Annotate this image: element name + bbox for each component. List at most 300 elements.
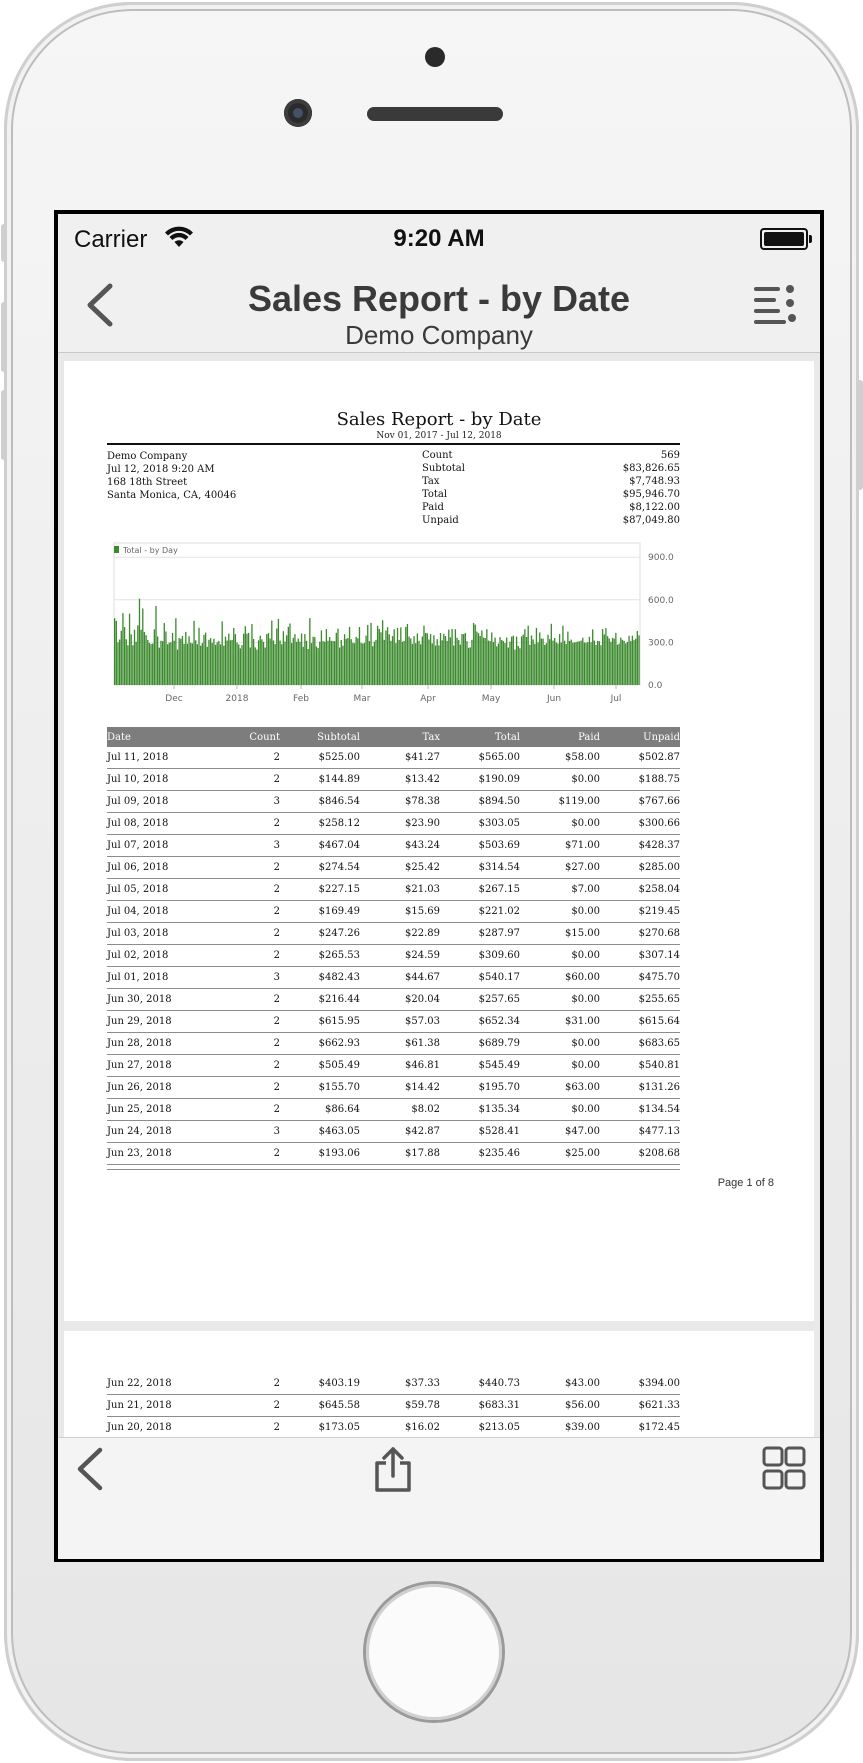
chart-bar	[615, 633, 616, 685]
cell-tax: $22.89	[405, 928, 440, 939]
chart-bar	[374, 642, 375, 685]
cell-subtotal: $193.06	[318, 1148, 360, 1159]
chart-bar	[311, 643, 312, 685]
chart-bar	[251, 624, 252, 685]
chart-bar	[306, 641, 307, 685]
cell-subtotal: $173.05	[318, 1422, 360, 1433]
chart-bar	[584, 643, 585, 685]
chart-bar	[291, 643, 292, 685]
cell-date: Jun 21, 2018	[107, 1400, 172, 1411]
cell-unpaid: $208.68	[638, 1148, 680, 1159]
chart-bar	[175, 618, 176, 685]
cell-subtotal: $265.53	[318, 950, 360, 961]
list-menu-icon[interactable]	[752, 282, 798, 328]
cell-subtotal: $846.54	[318, 796, 360, 807]
table-row	[107, 923, 680, 945]
cell-count: 2	[273, 950, 280, 961]
chart-bar	[531, 635, 532, 685]
header-date: Date	[107, 731, 131, 743]
cell-tax: $24.59	[405, 950, 440, 961]
cell-unpaid: $285.00	[638, 862, 680, 873]
chart-bar	[529, 645, 530, 685]
home-button[interactable]	[366, 1584, 502, 1720]
chart-bar	[223, 646, 224, 685]
chart-bar	[623, 641, 624, 685]
chart-bar	[362, 644, 363, 685]
chart-bar	[534, 644, 535, 685]
earpiece-speaker	[367, 107, 503, 121]
chart-bar	[359, 627, 360, 685]
cell-unpaid: $307.14	[638, 950, 680, 961]
chart-bar	[501, 640, 502, 685]
cell-total: $503.69	[478, 840, 520, 851]
chart-bar	[327, 641, 328, 685]
cell-subtotal: $169.49	[318, 906, 360, 917]
table-row	[107, 1373, 680, 1395]
cell-tax: $17.88	[405, 1148, 440, 1159]
cell-unpaid: $767.66	[638, 796, 680, 807]
cell-subtotal: $403.19	[318, 1378, 360, 1389]
carrier-label: Carrier	[74, 226, 148, 253]
cell-paid: $0.00	[571, 1060, 600, 1071]
cell-subtotal: $505.49	[318, 1060, 360, 1071]
cell-subtotal: $86.64	[325, 1104, 360, 1115]
chart-bar	[324, 642, 325, 685]
cell-subtotal: $463.05	[318, 1126, 360, 1137]
x-tick-label: 2018	[225, 694, 249, 704]
cell-paid: $27.00	[565, 862, 600, 873]
chart-bar	[246, 634, 247, 685]
chart-bar	[630, 641, 631, 685]
chart-bar	[561, 643, 562, 685]
chart-bar	[331, 641, 332, 685]
mute-switch	[1, 224, 7, 262]
chart-bar	[150, 644, 151, 685]
cell-date: Jun 25, 2018	[107, 1104, 172, 1115]
cell-unpaid: $188.75	[638, 774, 680, 785]
cell-tax: $15.69	[405, 906, 440, 917]
chart-bar	[218, 641, 219, 685]
chart-bar	[458, 640, 459, 685]
summary-label: Subtotal	[422, 463, 465, 474]
chart-bar	[420, 644, 421, 685]
cell-total: $267.15	[478, 884, 520, 895]
cell-total: $257.65	[478, 994, 520, 1005]
chart-bar	[139, 599, 140, 685]
chart-bar	[126, 639, 127, 685]
chart-bar	[442, 640, 443, 685]
table-header	[107, 727, 680, 747]
footer-rule	[107, 1169, 680, 1170]
cell-unpaid: $134.54	[638, 1104, 680, 1115]
chart-bar	[268, 633, 269, 685]
chart-bar	[541, 639, 542, 685]
cell-paid: $39.00	[565, 1422, 600, 1433]
x-tick-label: Feb	[293, 694, 309, 704]
chart-bar	[144, 632, 145, 685]
cell-subtotal: $216.44	[318, 994, 360, 1005]
chart-bar	[314, 637, 315, 685]
chart-bar	[575, 642, 576, 685]
table-row	[107, 835, 680, 857]
chart-bar	[243, 634, 244, 685]
chart-bar	[397, 628, 398, 685]
chart-bar	[542, 639, 543, 685]
chart-bar	[518, 646, 519, 685]
chart-bar	[296, 642, 297, 685]
cell-total: $235.46	[478, 1148, 520, 1159]
report-viewer[interactable]	[58, 353, 820, 1437]
chart-bar	[519, 648, 520, 685]
chart-bar	[127, 645, 128, 685]
chart-bar	[604, 634, 605, 685]
status-time: 9:20 AM	[393, 225, 485, 252]
chart-bar	[440, 633, 441, 685]
chart-bar	[202, 643, 203, 685]
chart-bar	[511, 637, 512, 685]
chart-bar	[304, 634, 305, 685]
chart-bar	[605, 628, 606, 685]
cell-date: Jun 27, 2018	[107, 1060, 172, 1071]
cell-unpaid: $502.87	[638, 752, 680, 763]
y-tick-label: 0.0	[648, 681, 663, 691]
summary-value: $7,748.93	[629, 476, 680, 487]
chart-bar	[488, 641, 489, 685]
table-row	[107, 879, 680, 901]
chart-bar	[203, 635, 204, 685]
chart-bar	[134, 630, 135, 685]
header-tax: Tax	[422, 731, 440, 743]
chart-bar	[165, 631, 166, 685]
summary-label: Total	[422, 489, 448, 500]
chart-bar	[321, 630, 322, 685]
cell-total: $440.73	[478, 1378, 520, 1389]
chart-bar	[265, 648, 266, 685]
cell-tax: $20.04	[405, 994, 440, 1005]
cell-unpaid: $258.04	[638, 884, 680, 895]
report-title: Sales Report - by Date	[336, 409, 542, 430]
chart-bar	[357, 638, 358, 685]
chart-bar	[205, 633, 206, 685]
chart-bar	[544, 645, 545, 685]
chart-bar	[238, 644, 239, 685]
cell-count: 3	[273, 1126, 280, 1137]
cell-paid: $0.00	[571, 1104, 600, 1115]
chart-bar	[208, 640, 209, 685]
chart-bar	[380, 632, 381, 685]
cell-unpaid: $540.81	[638, 1060, 680, 1071]
chart-bar	[590, 642, 591, 685]
chart-bar	[504, 643, 505, 685]
chart-bar	[129, 614, 130, 685]
chart-bar	[556, 642, 557, 685]
nav-title: Sales Report - by Date	[247, 278, 631, 319]
chart-bar	[210, 638, 211, 685]
chart-bar	[149, 643, 150, 685]
cell-unpaid: $172.45	[638, 1422, 680, 1433]
cell-paid: $25.00	[565, 1148, 600, 1159]
chart-bar	[334, 641, 335, 685]
summary-value: $83,826.65	[622, 463, 680, 474]
table-row	[107, 747, 680, 769]
chart-bar	[266, 634, 267, 685]
chart-bar	[523, 635, 524, 685]
chart-bar	[547, 635, 548, 685]
cell-total: $309.60	[478, 950, 520, 961]
chart-bar	[432, 643, 433, 685]
table-row	[107, 1033, 680, 1055]
chart-bar	[172, 633, 173, 685]
chart-bar	[116, 621, 117, 685]
chart-bar	[226, 641, 227, 685]
cell-count: 2	[273, 818, 280, 829]
chart-bar	[602, 629, 603, 685]
chart-bar	[117, 642, 118, 685]
cell-count: 2	[273, 1082, 280, 1093]
cell-unpaid: $255.65	[638, 994, 680, 1005]
cell-paid: $15.00	[565, 928, 600, 939]
chart-bar	[213, 639, 214, 685]
company-city: Santa Monica, CA, 40046	[107, 490, 237, 501]
chart-bar	[433, 635, 434, 685]
chart-bar	[169, 643, 170, 685]
chart-bar	[228, 634, 229, 685]
cell-count: 2	[273, 752, 280, 763]
report-date-range: Nov 01, 2017 - Jul 12, 2018	[376, 431, 502, 441]
page-number: Page 1 of 8	[717, 1177, 774, 1189]
chart-bar	[628, 636, 629, 685]
chart-bar	[528, 626, 529, 685]
cell-unpaid: $683.65	[638, 1038, 680, 1049]
chart-bar	[524, 629, 525, 685]
chart-bar	[379, 629, 380, 685]
power-button	[857, 380, 863, 490]
chart-bar	[427, 633, 428, 685]
proximity-sensor	[425, 47, 445, 67]
chart-bar	[308, 649, 309, 685]
chart-bar	[382, 620, 383, 685]
cell-date: Jul 11, 2018	[107, 752, 169, 763]
chart-bar	[557, 644, 558, 685]
cell-paid: $47.00	[565, 1126, 600, 1137]
cell-count: 3	[273, 840, 280, 851]
chart-bar	[476, 632, 477, 685]
chart-bar	[516, 637, 517, 685]
chart-bar	[356, 637, 357, 685]
cell-unpaid: $615.64	[638, 1016, 680, 1027]
table-row	[107, 769, 680, 791]
chart-bar	[309, 618, 310, 685]
total-by-day-chart	[104, 543, 684, 713]
cell-tax: $14.42	[405, 1082, 440, 1093]
cell-count: 2	[273, 1400, 280, 1411]
chart-bar	[263, 642, 264, 685]
chart-bar	[503, 641, 504, 685]
chart-bar	[269, 639, 270, 685]
cell-paid: $7.00	[571, 884, 600, 895]
cell-paid: $60.00	[565, 972, 600, 983]
chart-bar	[132, 645, 133, 685]
chart-bar	[399, 640, 400, 685]
chart-bar	[471, 640, 472, 685]
cell-total: $287.97	[478, 928, 520, 939]
volume-down-button	[1, 390, 7, 460]
chart-bar	[389, 634, 390, 685]
chart-bar	[231, 640, 232, 685]
chart-bar	[284, 642, 285, 685]
chart-bar	[369, 641, 370, 685]
x-tick-label: Jun	[546, 694, 562, 704]
chart-bar	[585, 643, 586, 685]
cell-tax: $41.27	[405, 752, 440, 763]
status-bar	[58, 214, 820, 258]
cell-date: Jul 10, 2018	[107, 774, 169, 785]
chart-bar	[260, 636, 261, 685]
chart-bar	[577, 641, 578, 685]
cell-subtotal: $144.89	[318, 774, 360, 785]
chart-bar	[241, 645, 242, 685]
chart-bars	[114, 599, 640, 685]
cell-total: $195.70	[478, 1082, 520, 1093]
chart-bar	[258, 640, 259, 685]
cell-count: 2	[273, 906, 280, 917]
table-row	[107, 945, 680, 967]
chart-bar	[185, 632, 186, 685]
cell-total: $540.17	[478, 972, 520, 983]
cell-date: Jun 26, 2018	[107, 1082, 172, 1093]
cell-paid: $31.00	[565, 1016, 600, 1027]
cell-total: $221.02	[478, 906, 520, 917]
chart-bar	[142, 608, 143, 685]
cell-count: 2	[273, 1060, 280, 1071]
cell-subtotal: $615.95	[318, 1016, 360, 1027]
chevron-left-icon[interactable]	[70, 1446, 116, 1492]
cell-count: 2	[273, 884, 280, 895]
chart-bar	[445, 636, 446, 685]
table-row	[107, 1011, 680, 1033]
chart-bar	[377, 626, 378, 685]
share-icon[interactable]	[370, 1446, 416, 1492]
table-row	[107, 989, 680, 1011]
chart-bar	[463, 634, 464, 685]
chart-bar	[248, 633, 249, 685]
cell-subtotal: $274.54	[318, 862, 360, 873]
chart-bar	[620, 638, 621, 685]
cell-tax: $57.03	[405, 1016, 440, 1027]
chart-bar	[352, 643, 353, 685]
chart-bar	[574, 642, 575, 685]
chart-bar	[571, 640, 572, 685]
cell-paid: $63.00	[565, 1082, 600, 1093]
y-tick-label: 300.0	[648, 638, 674, 649]
chart-bar	[384, 640, 385, 685]
x-tick-label: Jul	[610, 694, 622, 704]
cell-paid: $43.00	[565, 1378, 600, 1389]
chart-bar	[400, 627, 401, 685]
cell-total: $528.41	[478, 1126, 520, 1137]
cell-unpaid: $270.68	[638, 928, 680, 939]
chart-bar	[339, 648, 340, 685]
summary-row	[422, 502, 680, 515]
chart-bar	[255, 647, 256, 685]
chart-bar	[594, 641, 595, 685]
chart-bar	[294, 634, 295, 685]
bottom-toolbar	[58, 1437, 820, 1559]
chart-bar	[412, 644, 413, 685]
summary-block	[422, 450, 680, 528]
cell-date: Jul 03, 2018	[107, 928, 169, 939]
chart-bar	[582, 638, 583, 685]
chart-bar	[552, 641, 553, 685]
chart-bar	[539, 632, 540, 685]
cell-total: $689.79	[478, 1038, 520, 1049]
cell-date: Jun 22, 2018	[107, 1378, 172, 1389]
cell-tax: $43.24	[405, 840, 440, 851]
chart-bar	[271, 621, 272, 685]
company-info	[107, 450, 236, 502]
chart-bar	[455, 629, 456, 685]
cell-count: 2	[273, 994, 280, 1005]
chart-bar	[250, 648, 251, 685]
chart-bar	[215, 645, 216, 685]
chart-bar	[514, 650, 515, 685]
chart-bar	[589, 637, 590, 685]
cell-unpaid: $475.70	[638, 972, 680, 983]
chart-bar	[253, 639, 254, 685]
cell-paid: $0.00	[571, 1038, 600, 1049]
cell-date: Jul 02, 2018	[107, 950, 169, 961]
table-row	[107, 901, 680, 923]
table-row	[107, 1395, 680, 1417]
chart-bar	[587, 642, 588, 685]
chart-bar	[468, 648, 469, 685]
chart-bar	[489, 641, 490, 685]
grid-icon[interactable]	[762, 1446, 806, 1490]
cell-date: Jul 04, 2018	[107, 906, 169, 917]
chart-bar	[322, 641, 323, 685]
chart-bar	[316, 647, 317, 685]
cell-count: 2	[273, 1422, 280, 1433]
chart-bar	[637, 631, 638, 685]
cell-subtotal: $482.43	[318, 972, 360, 983]
x-tick-label: Mar	[353, 694, 371, 704]
cell-total: $565.00	[478, 752, 520, 763]
cell-total: $652.34	[478, 1016, 520, 1027]
cell-total: $135.34	[478, 1104, 520, 1115]
chart-bar	[599, 641, 600, 685]
chart-bar	[633, 640, 634, 685]
chart-bar	[177, 650, 178, 685]
chart-bar	[478, 633, 479, 685]
chart-bar	[137, 625, 138, 685]
cell-count: 2	[273, 1104, 280, 1115]
chart-bar	[483, 638, 484, 685]
cell-date: Jun 30, 2018	[107, 994, 172, 1005]
chart-bar	[319, 642, 320, 685]
chart-bar	[395, 643, 396, 685]
chart-bar	[145, 635, 146, 685]
cell-count: 2	[273, 774, 280, 785]
chart-bar	[509, 642, 510, 685]
chart-bar	[167, 644, 168, 685]
chart-bar	[288, 627, 289, 685]
cell-count: 2	[273, 862, 280, 873]
legend-swatch	[114, 546, 119, 553]
chart-bar	[402, 642, 403, 685]
chart-bar	[174, 641, 175, 685]
table-row	[107, 813, 680, 835]
chart-bar	[597, 641, 598, 685]
